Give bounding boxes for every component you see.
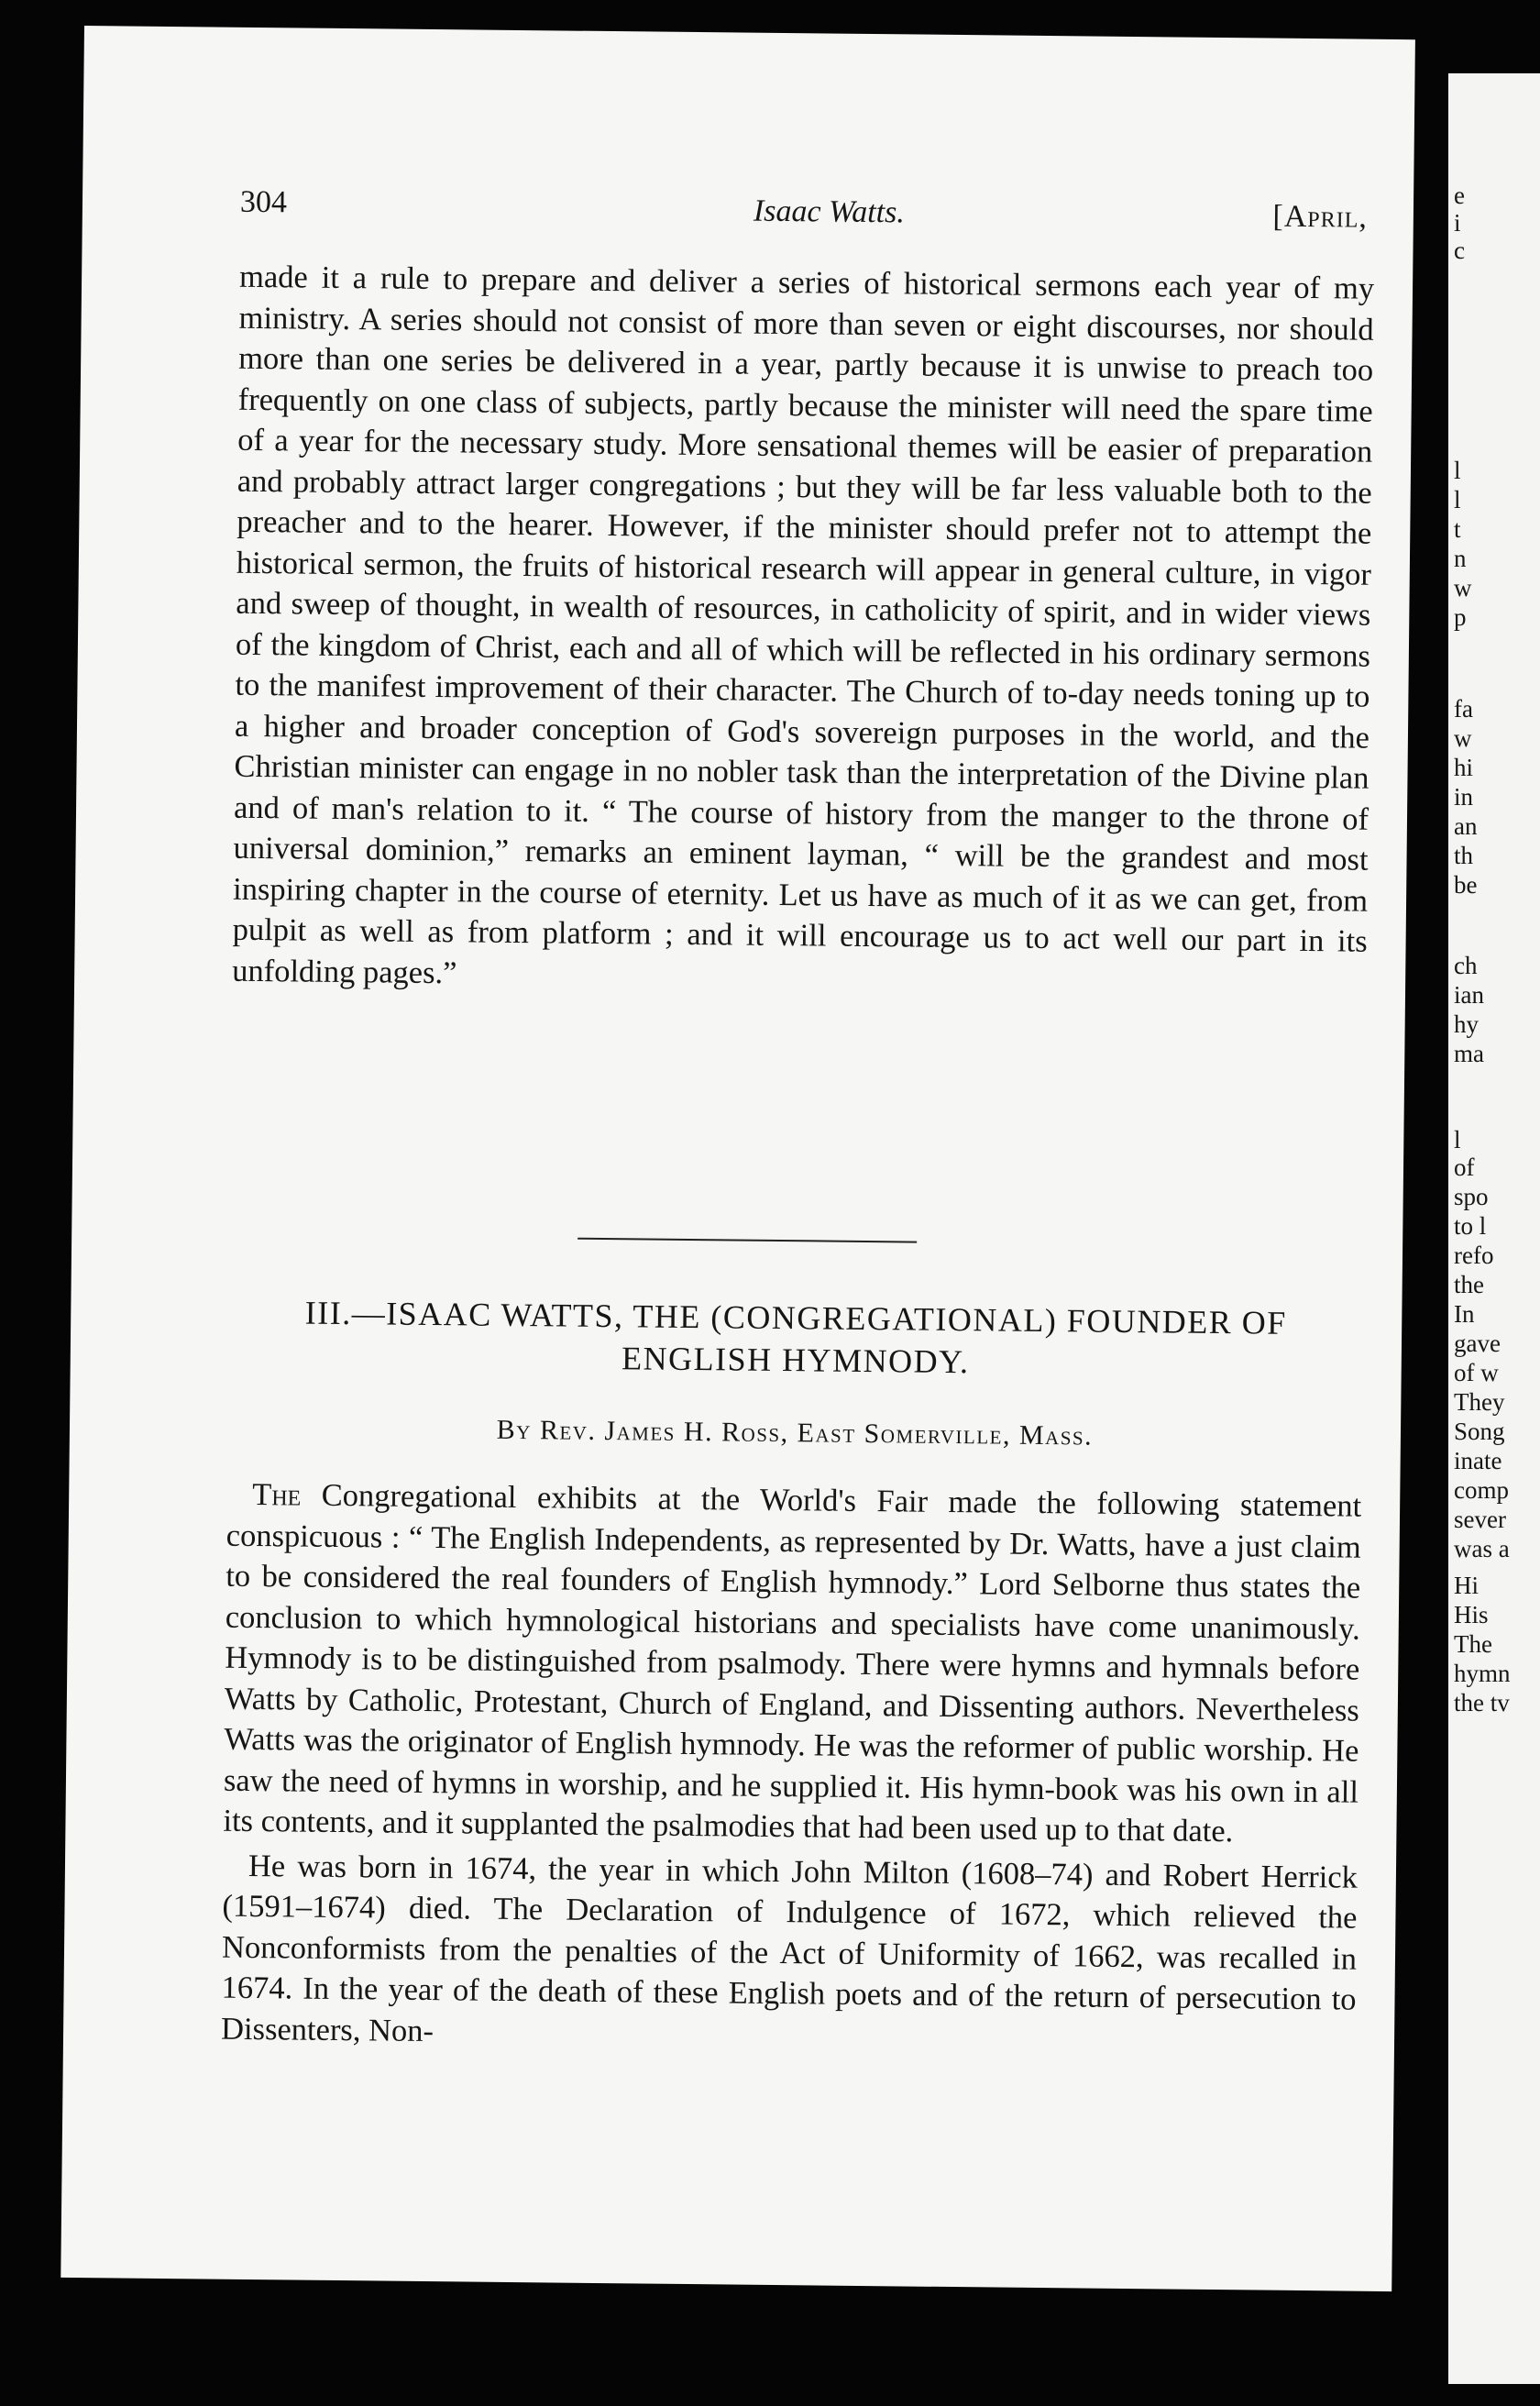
facing-page-fragment: sever — [1454, 1506, 1506, 1533]
section-divider — [578, 1238, 917, 1243]
running-title: Isaac Watts. — [753, 193, 906, 230]
facing-page-fragment: the — [1454, 1271, 1484, 1298]
facing-page-fragment: Song — [1454, 1418, 1505, 1445]
facing-page-fragment: In — [1454, 1300, 1475, 1328]
continuation-paragraph: made it a rule to prepare and deliver a series of historical sermons each year of my ministry. A series should not consist of more than seven or eight discourses, nor should more than one series be delivered in a year, partly because it is unwise to preach too frequently on one class of subjects, partly because the minister will need the spare time of a year for the necessary study. More sensational themes will be easier of preparation and probably attract larger congregations ; but they will be far less valuable both to the preacher and to the hearer. However, if the minister should prefer not to attempt the historical sermon, the fruits of historical research will appear in general culture, in vigor and sweep of thought, in wealth of resources, in catholicity of spirit, and in wider views of the kingdom of Christ, each and all of which will be reflected in his ordinary sermons to the manifest improvement of their character. The Church of to-day needs toning up to a higher and broader conception of God's sovereign purposes in the world, and the Christian minister can engage in no nobler task than the interpretation of the Divine plan and of man's relation to it. “ The course of history from the manger to the throne of universal dominion,” remarks an eminent layman, “ will be the grandest and most inspiring chapter in the course of eternity. Let us have as much of it as we can get, from pulpit as well as from platform ; and it will encourage us to act well our part in its unfolding pages.” — [232, 259, 1375, 990]
facing-page-fragment: inate — [1454, 1447, 1502, 1474]
running-header — [240, 185, 1369, 252]
facing-page-fragment: the tv — [1454, 1689, 1510, 1716]
facing-page-fragment: l — [1454, 1126, 1461, 1153]
facing-page-fragment: e — [1454, 182, 1465, 209]
article-title — [228, 1291, 1364, 1387]
facing-page-fragment: ch — [1454, 952, 1478, 979]
facing-page-fragment: w — [1454, 724, 1472, 752]
facing-page-fragment: was a — [1454, 1535, 1510, 1562]
article-paragraph-2: He was born in 1674, the year in which John Milton (1608–74) and Robert Herrick (1591–1674) died. The Declaration of Indulgence of 1672, which relieved the Nonconformists from the penalties of the Act of Uniformity of 1662, was recalled in 1674. In the year of the death of these English poets and of the return of persecution to Dissenters, Non- — [220, 1848, 1358, 2048]
article-title-line-1: III.—ISAAC WATTS, THE (CONGREGATIONAL) FOUNDER OF — [304, 1294, 1288, 1341]
facing-page-fragment: refo — [1454, 1242, 1494, 1269]
facing-page-fragment: in — [1454, 783, 1474, 811]
facing-page-fragment: fa — [1454, 695, 1473, 723]
facing-page-fragment: gave — [1454, 1330, 1501, 1357]
facing-page-edge — [1448, 73, 1540, 2384]
facing-page-fragment: hymn — [1454, 1660, 1511, 1687]
running-month: [April, — [1272, 199, 1369, 235]
page-number: 304 — [239, 184, 288, 220]
facing-page-fragment: l — [1454, 457, 1461, 484]
paragraph-1-text: Congregational exhibits at the World's Fair made the following statement conspicuous : “ The English Independents, as represented by Dr. Watts, have a just claim to be considered the real founders of English hymnody.” Lord Selborne thus states the conclusion to which hymnological historians and specialists have come unanimously. Hymnody is to be distinguished from psalmody. There were hymns and hymnals before Watts by Catholic, Protestant, Church of England, and Dissenting authors. Nevertheless Watts was the originator of English hymnody. He was the reformer of public worship. He saw the need of hymns in worship, and he supplied it. His hymn-book was his own in all its contents, and it supplanted the psalmodies that had been used up to that date. — [223, 1477, 1362, 1849]
facing-page-fragment: i — [1454, 209, 1461, 237]
facing-page-fragment: of w — [1454, 1359, 1499, 1386]
facing-page-fragment: ma — [1454, 1040, 1484, 1067]
article-byline: By Rev. James H. Ross, East Somerville, Mass. — [496, 1414, 1094, 1451]
facing-page-fragment: of — [1454, 1153, 1475, 1181]
facing-page-fragment: w — [1454, 574, 1472, 602]
facing-page-fragment: The — [1454, 1630, 1492, 1658]
article-paragraph-1 — [223, 1474, 1361, 1853]
article-body — [221, 1474, 1361, 2061]
book-page — [60, 26, 1415, 2291]
lead-word: The — [252, 1477, 302, 1513]
facing-page-fragment: hi — [1454, 754, 1474, 781]
facing-page-fragment: th — [1454, 842, 1474, 869]
facing-page-fragment: spo — [1454, 1183, 1489, 1210]
facing-page-fragment: an — [1454, 812, 1478, 840]
facing-page-fragment: l — [1454, 486, 1461, 513]
facing-page-fragment: hy — [1454, 1010, 1479, 1038]
facing-page-fragment: c — [1454, 237, 1465, 264]
facing-page-fragment: to l — [1454, 1212, 1487, 1240]
article-title-line-2: ENGLISH HYMNODY. — [621, 1340, 970, 1381]
facing-page-fragment: t — [1454, 515, 1461, 543]
continuation-text — [232, 257, 1374, 1003]
facing-page-fragment: ian — [1454, 981, 1484, 1009]
facing-page-fragment: His — [1454, 1601, 1489, 1628]
facing-page-fragment: Hi — [1454, 1572, 1479, 1599]
facing-page-fragment: They — [1454, 1388, 1505, 1416]
facing-page-fragment: be — [1454, 871, 1478, 899]
facing-page-fragment: p — [1454, 603, 1467, 631]
facing-page-fragment: comp — [1454, 1476, 1509, 1504]
facing-page-fragment: n — [1454, 545, 1467, 572]
